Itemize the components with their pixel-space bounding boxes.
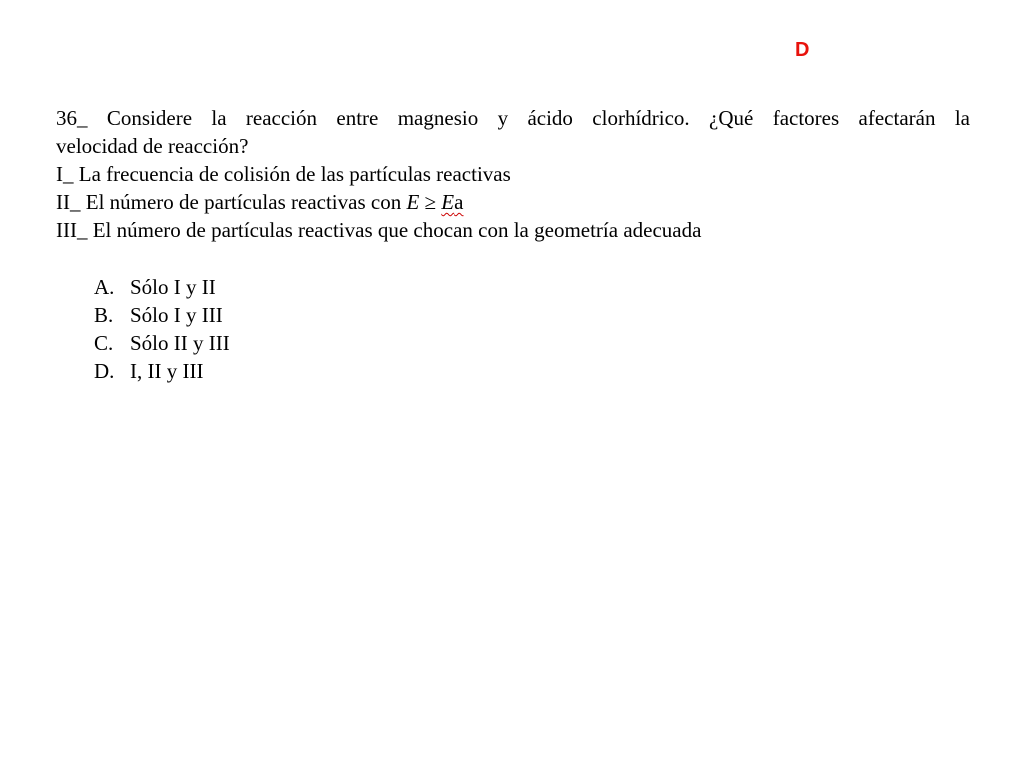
option-c <box>94 329 230 357</box>
statement-ii-greater-equal: ≥ <box>419 190 442 214</box>
statement-ii-prefix: II_ El número de partículas reactivas con <box>56 190 407 214</box>
option-b-letter: B. <box>94 303 114 327</box>
option-d-letter: D. <box>94 359 115 383</box>
answer-key-label: D <box>795 39 810 61</box>
option-d <box>94 357 230 385</box>
option-a <box>94 273 230 301</box>
statement-i: I_ La frecuencia de colisión de las partículas reactivas <box>56 162 511 186</box>
option-b <box>94 301 230 329</box>
option-a-letter: A. <box>94 275 115 299</box>
question-text-line-1: 36_ Considere la reacción entre magnesio y ácido clorhídrico. ¿Qué factores afectarán la <box>56 106 970 130</box>
option-b-text: Sólo I y III <box>130 303 223 327</box>
option-d-text: I, II y III <box>130 359 204 383</box>
statement-iii: III_ El número de partículas reactivas que chocan con la geometría adecuada <box>56 218 702 242</box>
activation-energy-e: E <box>441 190 455 214</box>
option-c-text: Sólo II y III <box>130 331 230 355</box>
answer-options-list <box>94 273 230 385</box>
activation-energy-a: a <box>454 190 464 214</box>
option-a-text: Sólo I y II <box>130 275 216 299</box>
question-text-line-2: velocidad de reacción? <box>56 134 249 158</box>
question-block <box>56 104 970 244</box>
option-c-letter: C. <box>94 331 114 355</box>
statement-ii <box>56 188 970 216</box>
statement-ii-activation-energy <box>441 190 463 214</box>
statement-ii-energy-symbol: E <box>406 190 420 214</box>
